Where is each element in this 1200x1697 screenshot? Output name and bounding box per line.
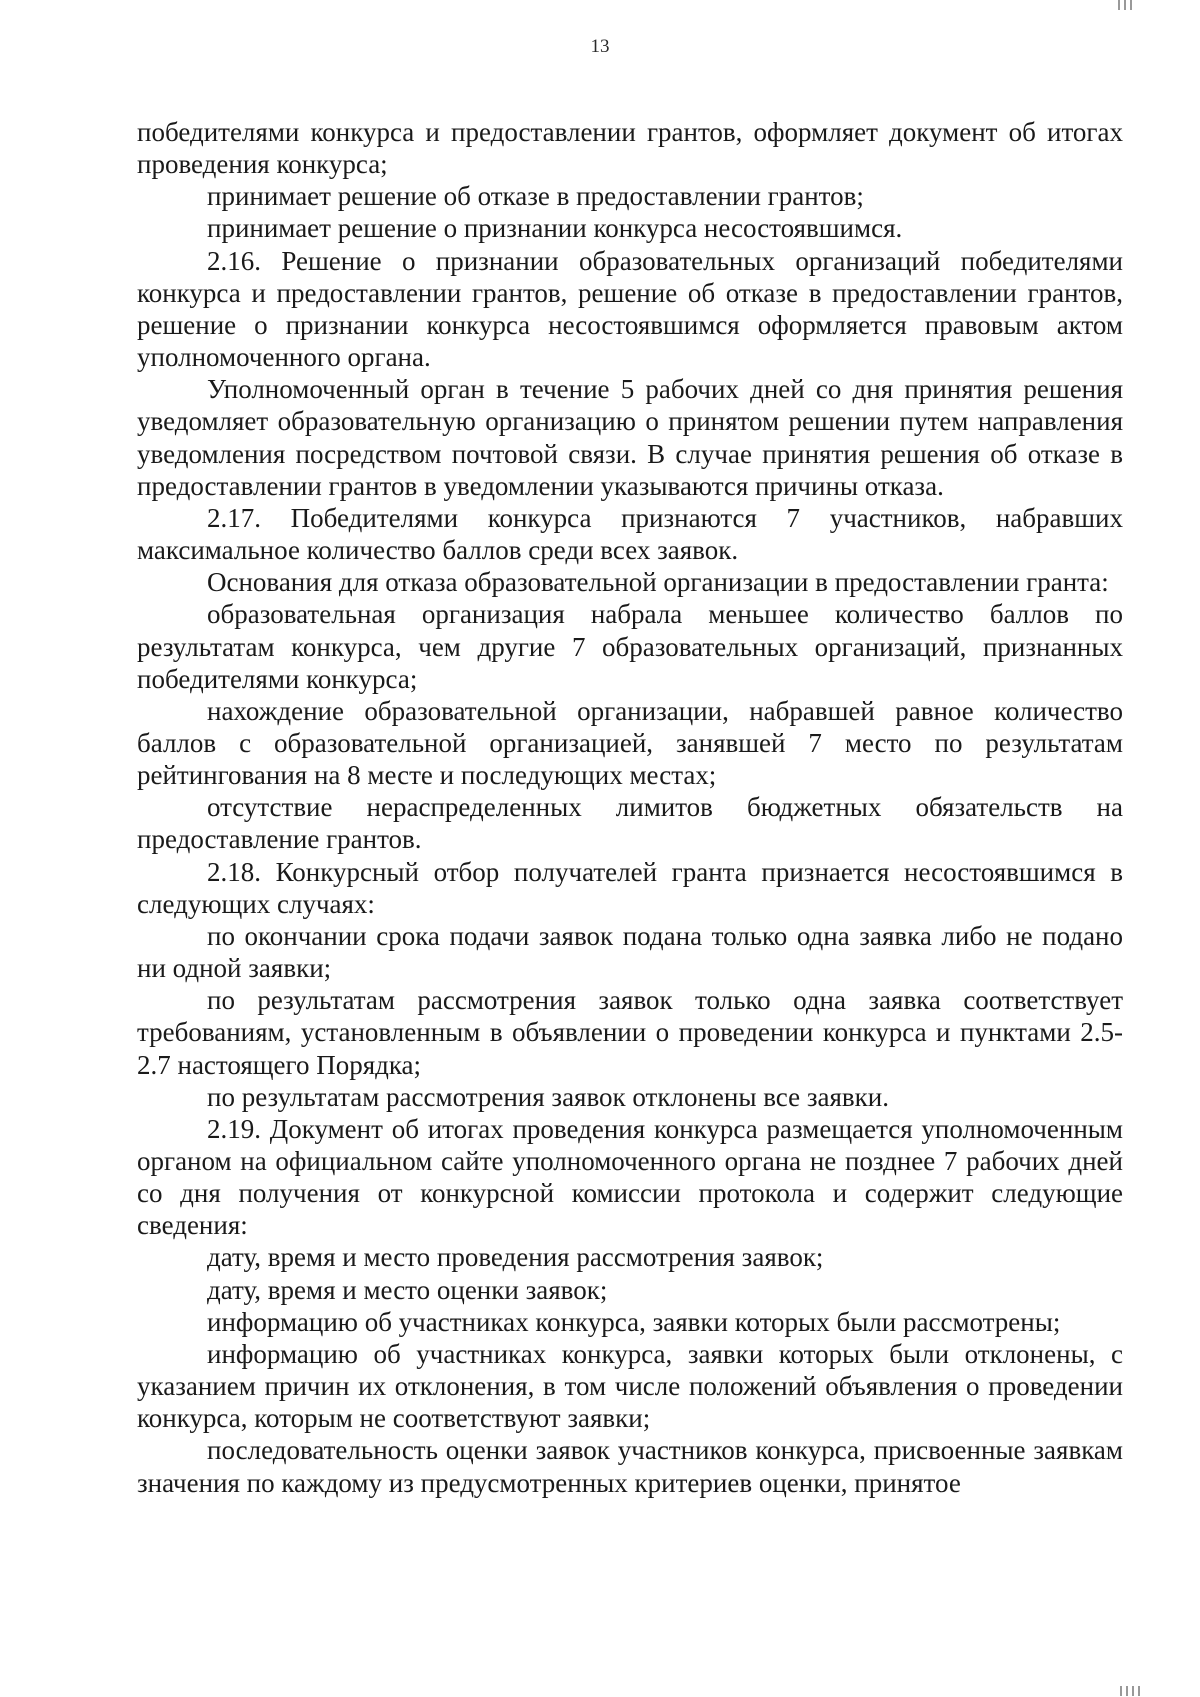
scan-mark (1118, 0, 1120, 10)
scan-mark (1126, 1686, 1128, 1696)
paragraph: Уполномоченный орган в течение 5 рабочих дней со дня принятия решения уведомляет образовательную организацию о принятом решении путем направления уведомления посредством почтовой связи. В случае принятия решения об отказе в предоставлении грантов в уведомлении указываются причины отказа. (137, 374, 1123, 501)
paragraph: отсутствие нераспределенных лимитов бюджетных обязательств на предоставление грантов. (137, 792, 1123, 855)
paragraph: дату, время и место оценки заявок; (207, 1274, 608, 1305)
paragraph: последовательность оценки заявок участников конкурса, присвоенные заявкам значения по каждому из предусмотренных критериев оценки, принятое (137, 1435, 1123, 1498)
paragraph: 2.18. Конкурсный отбор получателей гранта признается несостоявшимся в следующих случаях: (137, 856, 1123, 919)
scan-mark (1138, 1686, 1140, 1696)
scan-mark (1130, 0, 1132, 10)
paragraph: по окончании срока подачи заявок подана только одна заявка либо не подано ни одной заявки; (137, 920, 1123, 984)
scan-mark (1124, 0, 1126, 10)
document-body (137, 116, 1123, 1499)
paragraph: победителями конкурса и предоставлении грантов, оформляет документ об итогах проведения конкурса; (137, 117, 1123, 180)
paragraph: по результатам рассмотрения заявок только одна заявка соответствует требованиям, установленным в объявлении о проведении конкурса и пунктами 2.5-2.7 настоящего Порядка; (137, 985, 1123, 1080)
paragraph: 2.17. Победителями конкурса признаются 7 участников, набравших максимальное количество баллов среди всех заявок. (137, 502, 1123, 566)
paragraph: образовательная организация набрала меньшее количество баллов по результатам конкурса, чем другие 7 образовательных организаций, признанных победителями конкурса; (137, 599, 1123, 694)
paragraph: принимает решение о признании конкурса несостоявшимся. (207, 213, 903, 244)
paragraph: дату, время и место проведения рассмотрения заявок; (207, 1242, 824, 1273)
paragraph: информацию об участниках конкурса, заявки которых были отклонены, с указанием причин их отклонения, в том числе положений объявления о проведении конкурса, которым не соответствуют заявки; (137, 1338, 1123, 1434)
scan-mark (1132, 1686, 1134, 1696)
paragraph: информацию об участниках конкурса, заявки которых были рассмотрены; (207, 1306, 1061, 1337)
page-number: 13 (590, 36, 610, 57)
paragraph: принимает решение об отказе в предоставлении грантов; (207, 181, 864, 212)
paragraph: нахождение образовательной организации, набравшей равное количество баллов с образовательной организацией, занявшей 7 место по результатам рейтингования на 8 месте и последующих местах; (137, 695, 1123, 791)
paragraph: 2.19. Документ об итогах проведения конкурса размещается уполномоченным органом на официальном сайте уполномоченного органа не позднее 7 рабочих дней со дня получения от конкурсной комиссии протокола и содержит следующие сведения: (137, 1113, 1123, 1241)
paragraph: 2.16. Решение о признании образовательных организаций победителями конкурса и предоставлении грантов, решение об отказе в предоставлении грантов, решение о признании конкурса несостоявшимся оформляется правовым актом уполномоченного органа. (137, 245, 1123, 373)
scan-mark (1120, 1686, 1122, 1696)
paragraph: Основания для отказа образовательной организации в предоставлении гранта: (207, 567, 1109, 598)
paragraph: по результатам рассмотрения заявок отклонены все заявки. (207, 1081, 889, 1112)
